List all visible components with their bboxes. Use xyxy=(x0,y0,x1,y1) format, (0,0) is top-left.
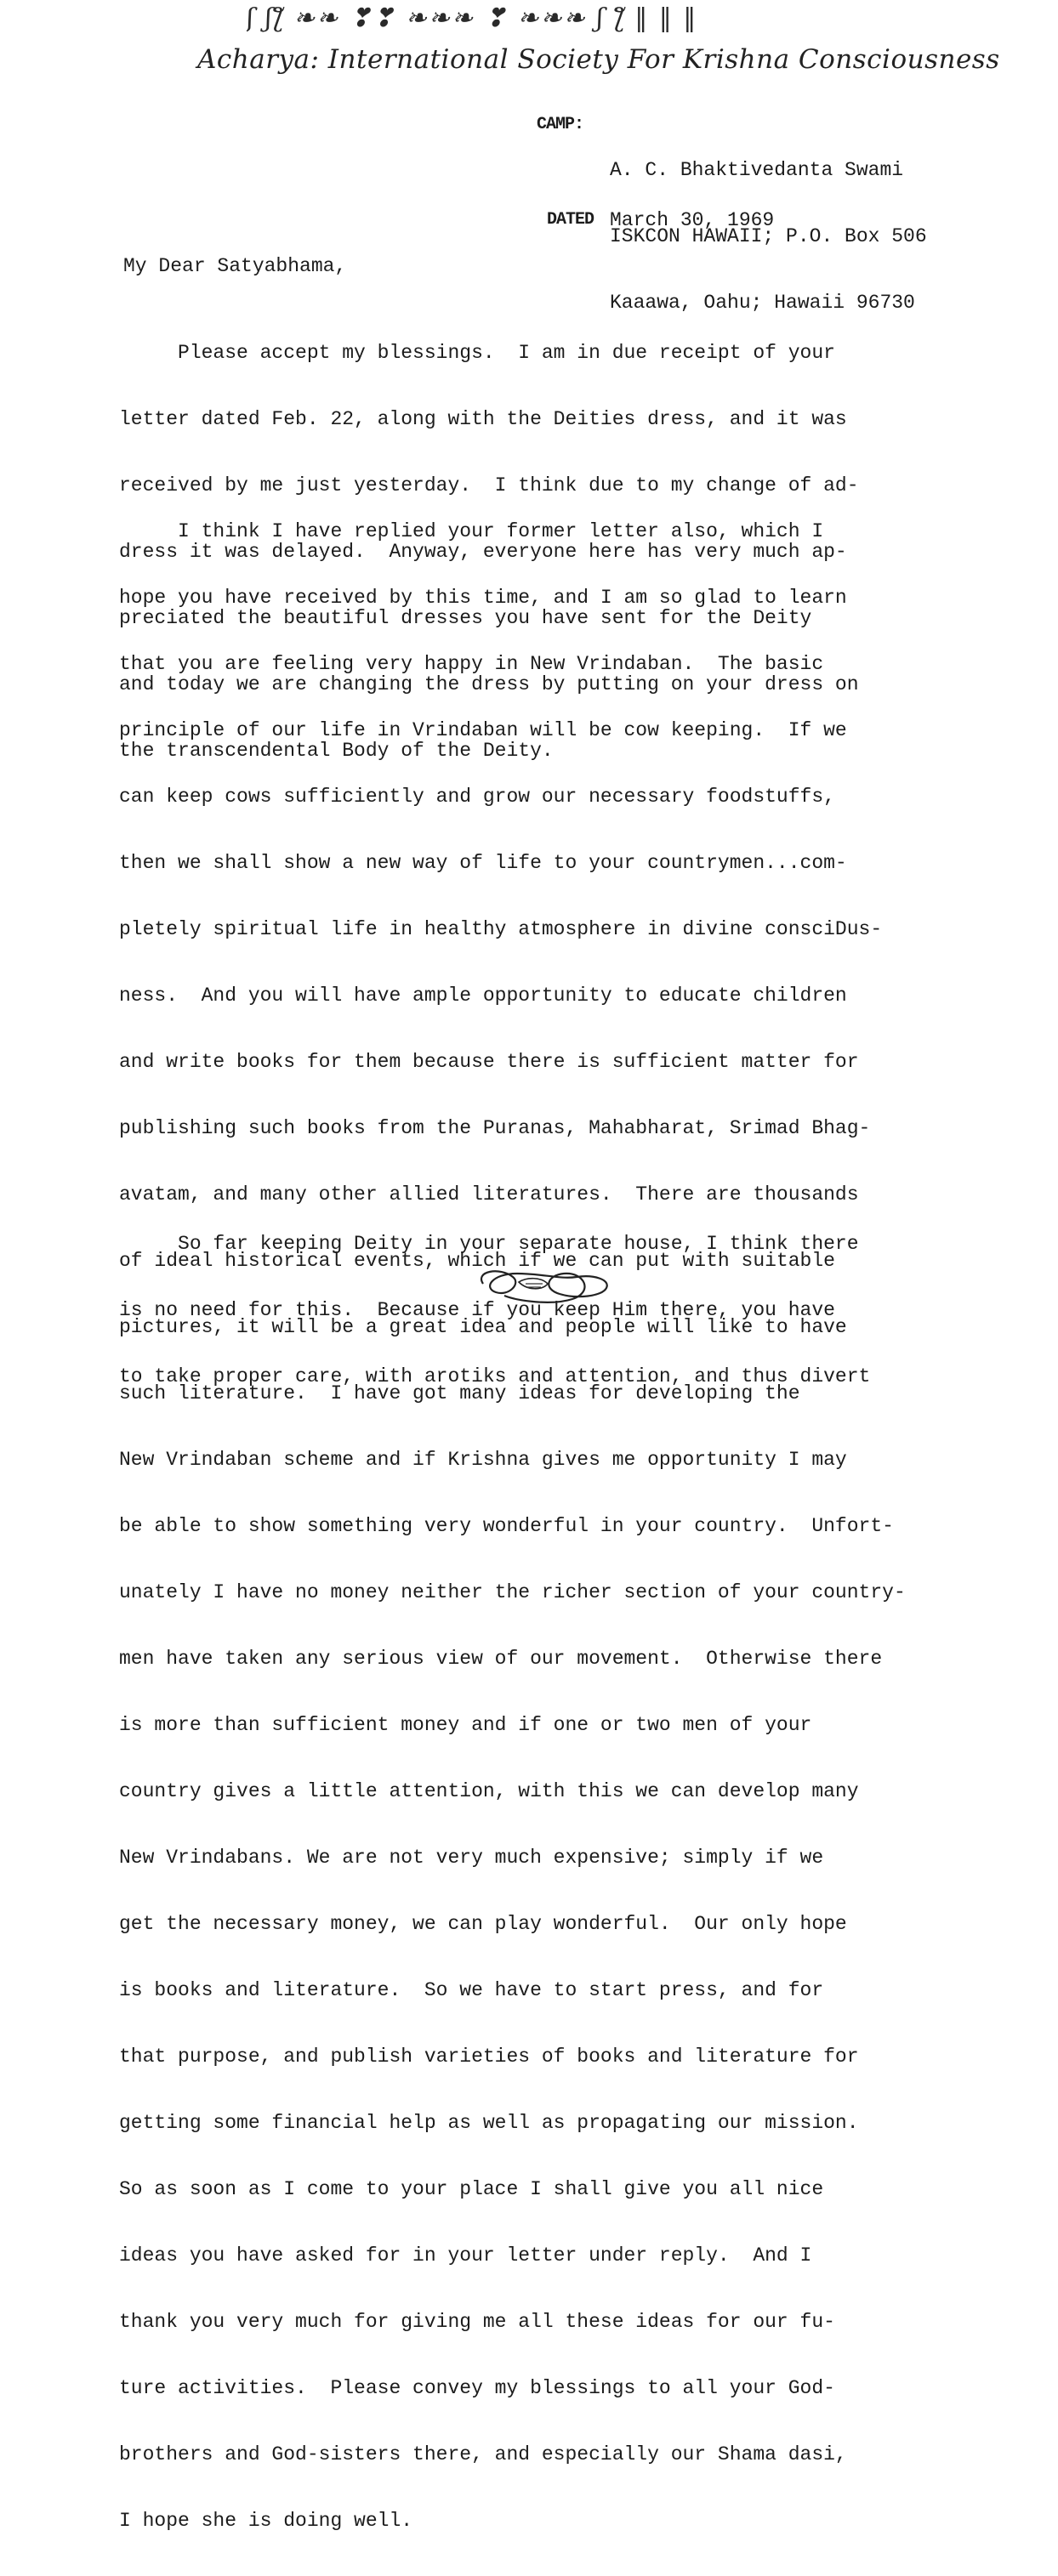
text-line: pictures, it will be a great idea and people will like to have xyxy=(119,1316,847,1338)
text-line: is books and literature. So we have to start press, and for xyxy=(119,1979,824,2001)
address-line: ISKCON HAWAII; P.O. Box 506 xyxy=(610,225,927,247)
text-line: Please accept my blessings. I am in due receipt of your xyxy=(119,342,835,364)
text-line: getting some financial help as well as propagating our mission. xyxy=(119,2112,859,2134)
text-line: then we shall show a new way of life to your countrymen...com- xyxy=(119,852,847,874)
text-line: publishing such books from the Puranas, Mahabharat, Srimad Bhag- xyxy=(119,1117,871,1139)
paragraph-2 xyxy=(119,476,906,2576)
text-line: ness. And you will have ample opportunity to educate children xyxy=(119,984,847,1007)
text-line: that you are feeling very happy in New Vrindaban. The basic xyxy=(119,653,824,675)
text-line: and today we are changing the dress by putting on your dress on xyxy=(119,673,859,695)
letterhead-top-line: ʃ ʃƪ ❧❧ ❣❣ ❧❧❧ ❣ ❧❧❧ ʃ ƪ ‖ ‖ ‖ xyxy=(247,3,698,33)
text-line: get the necessary money, we can play wonderful. Our only hope xyxy=(119,1913,847,1935)
text-line: be able to show something very wonderful in your country. Unfort- xyxy=(119,1515,894,1537)
text-line: I think I have replied your former letter also, which I xyxy=(119,520,824,542)
signature-flourish xyxy=(466,1258,619,1309)
text-line: letter dated Feb. 22, along with the Deities dress, and it was xyxy=(119,408,847,430)
text-line: unately I have no money neither the richer section of your country- xyxy=(119,1581,906,1603)
text-line: So far keeping Deity in your separate house, I think there xyxy=(119,1233,859,1255)
text-line: can keep cows sufficiently and grow our necessary foodstuffs, xyxy=(119,786,835,808)
text-line: pletely spiritual life in healthy atmosphere in divine consciDus- xyxy=(119,918,883,940)
text-line: dress it was delayed. Anyway, everyone here has very much ap- xyxy=(119,541,847,563)
text-line: New Vrindaban scheme and if Krishna gives me opportunity I may xyxy=(119,1449,847,1471)
text-line: men have taken any serious view of our movement. Otherwise there xyxy=(119,1648,883,1670)
text-line: that purpose, and publish varieties of books and literature for xyxy=(119,2045,859,2068)
text-line: hope you have received by this time, and I am so glad to learn xyxy=(119,587,847,609)
dated-label: DATED xyxy=(547,210,594,230)
text-line: of ideal historical events, which if we can put with suitable xyxy=(119,1250,835,1272)
text-line: and write books for them because there is sufficient matter for xyxy=(119,1051,859,1073)
address-line: Kaaawa, Oahu; Hawaii 96730 xyxy=(610,292,915,314)
text-line: So as soon as I come to your place I shall give you all nice xyxy=(119,2178,824,2200)
text-line: is more than sufficient money and if one or two men of your xyxy=(119,1714,812,1736)
text-line: such literature. I have got many ideas for developing the xyxy=(119,1382,800,1404)
text-line: received by me just yesterday. I think due to my change of ad- xyxy=(119,474,859,496)
text-line: the transcendental Body of the Deity. xyxy=(119,740,554,762)
text-line: ideas you have asked for in your letter under reply. And I xyxy=(119,2244,812,2267)
text-line: avatam, and many other allied literatures. There are thousands xyxy=(119,1183,859,1206)
text-line: preciated the beautiful dresses you have sent for the Deity xyxy=(119,607,812,629)
text-line: thank you very much for giving me all these ideas for our fu- xyxy=(119,2311,835,2333)
text-line: I hope she is doing well. xyxy=(119,2510,413,2532)
text-line: New Vrindabans. We are not very much expensive; simply if we xyxy=(119,1847,824,1869)
text-line: to take proper care, with arotiks and attention, and thus divert xyxy=(119,1365,871,1387)
salutation: My Dear Satyabhama, xyxy=(123,255,347,277)
address-line: A. C. Bhaktivedanta Swami xyxy=(610,159,904,181)
letterhead-organization: Acharya: International Society For Krishna Consciousness xyxy=(197,44,1000,75)
letter-date: March 30, 1969 xyxy=(610,209,775,231)
text-line: country gives a little attention, with this we can develop many xyxy=(119,1780,859,1802)
text-line: ture activities. Please convey my blessings to all your God- xyxy=(119,2377,835,2399)
camp-label: CAMP: xyxy=(537,115,584,134)
text-line: principle of our life in Vrindaban will be cow keeping. If we xyxy=(119,719,847,741)
paragraph-3 xyxy=(119,1189,870,1432)
text-line: is no need for this. Because if you keep Him there, you have xyxy=(119,1299,835,1321)
text-line: brothers and God-sisters there, and especially our Shama dasi, xyxy=(119,2443,847,2465)
